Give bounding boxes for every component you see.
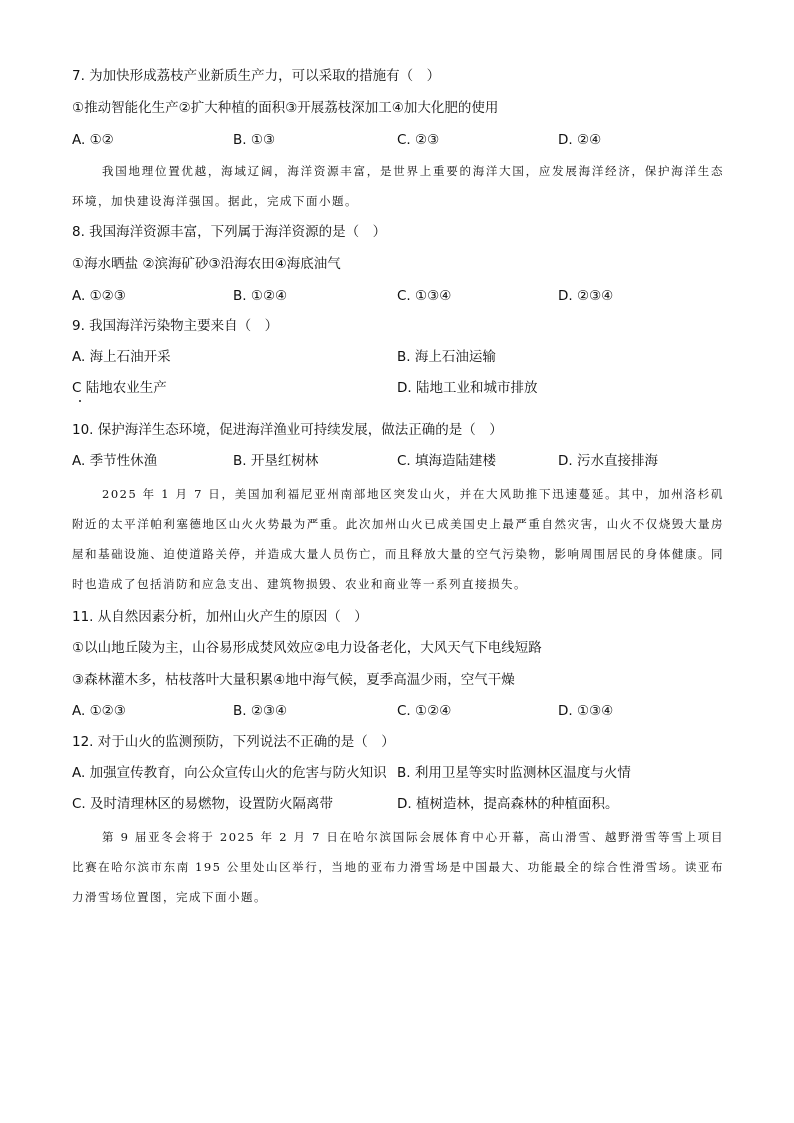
question-8-option-d: D. ②③④ [558,288,614,304]
question-11-choices-2: ③森林灌木多，枯枝落叶大量积累④地中海气候，夏季高温少雨，空气干燥 [72,672,515,688]
question-10-stem: 10. 保护海洋生态环境，促进海洋渔业可持续发展，做法正确的是（ ） [72,422,503,438]
question-8-choices: ①海水晒盐 ②滨海矿砂③沿海农田④海底油气 [72,256,341,272]
passage-california-wildfire: 2025 年 1 月 7 日，美国加利福尼亚州南部地区突发山火，并在大风助推下迅速蔓延。其中，加州洛杉矶附近的太平洋帕利塞德地区山火火势最为严重。此次加州山火已成美国史上最严重自然灾害，山火不仅烧毁大量房屋和基础设施、迫使道路关停，并造成大量人员伤亡，而且释放大量的空气污染物，影响周围居民的身体健康。同时也造成了包括消防和应急支出、建筑物损毁、农业和商业等一系列直接损失。 [72,487,724,591]
question-10-option-d: D. 污水直接排海 [558,453,658,469]
question-11-option-c: C. ①②④ [397,703,452,719]
question-9-option-a: A. 海上石油开采 [72,349,171,365]
question-7-stem: 7. 为加快形成荔枝产业新质生产力，可以采取的措施有（ ） [72,68,441,84]
stray-dot [79,400,81,402]
question-10-option-c: C. 填海造陆建楼 [397,453,497,469]
question-10-option-b: B. 开垦红树林 [233,453,319,469]
passage-asian-winter-games: 第 9 届亚冬会将于 2025 年 2 月 7 日在哈尔滨国际会展体育中心开幕，高山滑雪、越野滑雪等雪上项目比赛在哈尔滨市东南 195 公里处山区举行，当地的亚布力滑雪场是中国最大、功能最全的综合性滑雪场。读亚布力滑雪场位置图，完成下面小题。 [72,830,724,904]
passage-marine-resources: 我国地理位置优越，海域辽阔，海洋资源丰富，是世界上重要的海洋大国，应发展海洋经济，保护海洋生态环境，加快建设海洋强国。据此，完成下面小题。 [72,164,724,208]
question-12-option-d: D. 植树造林，提高森林的种植面积。 [397,796,619,812]
question-11-option-b: B. ②③④ [233,703,288,719]
question-7-option-a: A. ①② [72,132,114,148]
question-12-option-b: B. 利用卫星等实时监测林区温度与火情 [397,765,631,781]
question-12-option-a: A. 加强宣传教育，向公众宣传山火的危害与防火知识 [72,765,387,781]
question-12-stem: 12. 对于山火的监测预防，下列说法不正确的是（ ） [72,734,395,750]
question-8-option-a: A. ①②③ [72,288,126,304]
question-11-stem: 11. 从自然因素分析，加州山火产生的原因（ ） [72,609,368,625]
question-8-option-b: B. ①②④ [233,288,288,304]
question-11-choices-1: ①以山地丘陵为主，山谷易形成焚风效应②电力设备老化，大风天气下电线短路 [72,640,542,656]
question-7-option-c: C. ②③ [397,132,440,148]
question-8-stem: 8. 我国海洋资源丰富，下列属于海洋资源的是（ ） [72,224,387,240]
question-7-choices: ①推动智能化生产②扩大种植的面积③开展荔枝深加工④加大化肥的使用 [72,100,499,116]
question-9-option-b: B. 海上石油运输 [397,349,496,365]
question-9-stem: 9. 我国海洋污染物主要来自（ ） [72,318,279,334]
question-11-option-a: A. ①②③ [72,703,126,719]
question-8-option-c: C. ①③④ [397,288,452,304]
question-11-option-d: D. ①③④ [558,703,614,719]
question-9-option-c: C 陆地农业生产 [72,380,167,396]
question-12-option-c: C. 及时清理林区的易燃物，设置防火隔离带 [72,796,334,812]
question-10-option-a: A. 季节性休渔 [72,453,158,469]
question-7-option-d: D. ②④ [558,132,602,148]
question-9-option-d: D. 陆地工业和城市排放 [397,380,538,396]
question-7-option-b: B. ①③ [233,132,276,148]
